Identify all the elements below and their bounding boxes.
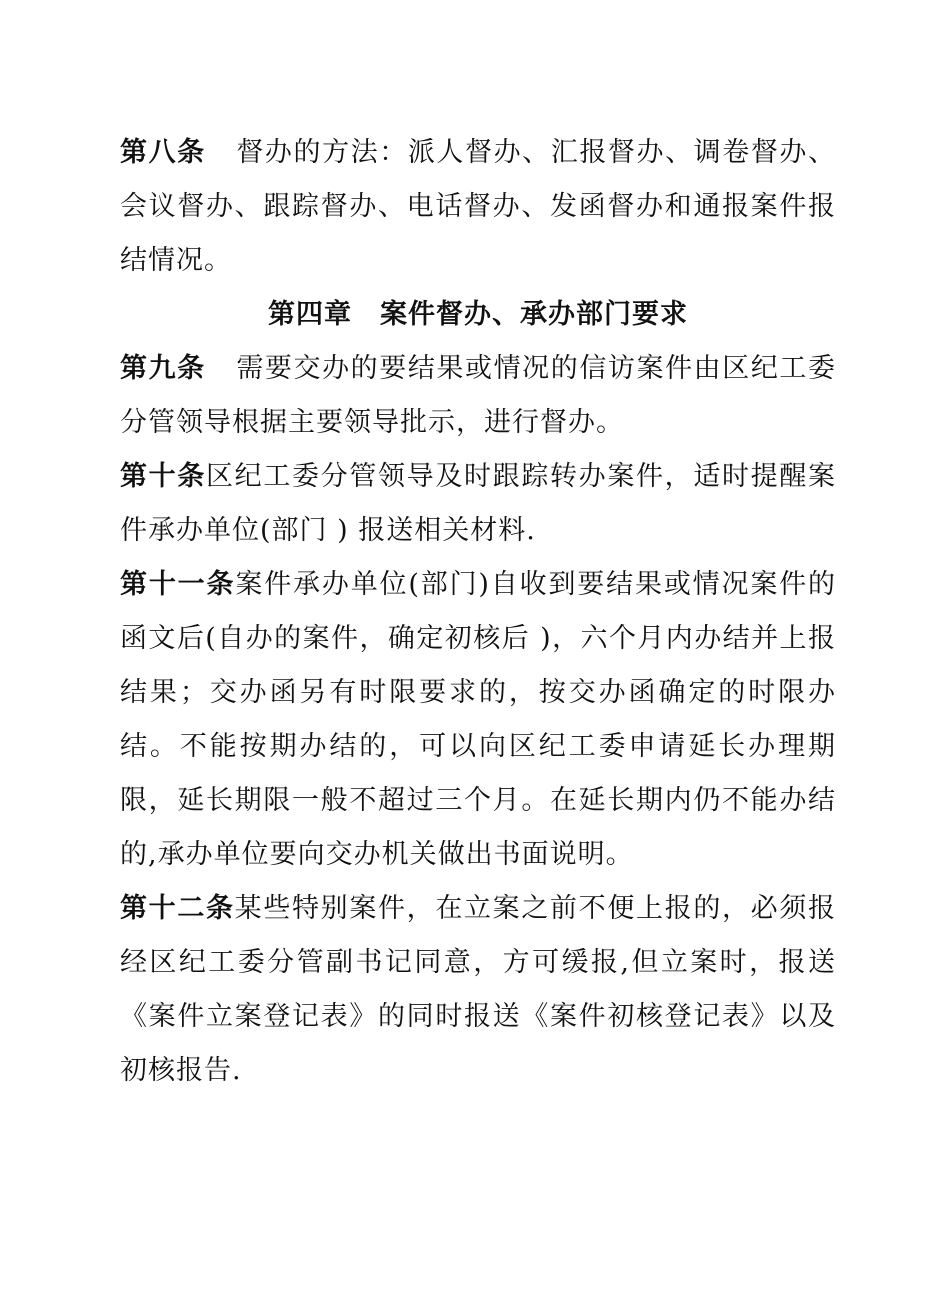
article-9-label: 第九条 [120, 353, 206, 384]
article-12-text: 某些特别案件，在立案之前不便上报的，必须报经区纪工委分管副书记同意，方可缓报,但立案时，报送《案件立案登记表》的同时报送《案件初核登记表》以及初核报告. [120, 893, 837, 1086]
chapter-heading: 第四章 案件督办、承办部门要求 [268, 299, 688, 330]
article-8-label: 第八条 [120, 137, 206, 168]
article-10 [120, 450, 836, 558]
article-10-text: 区纪工委分管领导及时跟踪转办案件，适时提醒案件承办单位(部门 ) 报送相关材料. [120, 461, 836, 546]
article-9 [120, 342, 836, 450]
article-11-text: 案件承办单位(部门)自收到要结果或情况案件的函文后(自办的案件，确定初核后 )，六个月内办结并上报结果；交办函另有时限要求的，按交办函确定的时限办结。不能按期办结的，可以向区纪工委申请延长办理期限，延长期限一般不超过三个月。在延长期内仍不能办结的,承办单位要向交办机关做出书面说明。 [120, 569, 837, 870]
article-12-label: 第十二条 [120, 893, 235, 924]
article-10-label: 第十条 [120, 461, 206, 492]
article-8-text: 督办的方法：派人督办、汇报督办、调卷督办、会议督办、跟踪督办、电话督办、发函督办和通报案件报结情况。 [120, 137, 836, 276]
article-11 [120, 558, 836, 882]
article-11-label: 第十一条 [120, 569, 236, 600]
article-9-text: 需要交办的要结果或情况的信访案件由区纪工委分管领导根据主要领导批示，进行督办。 [120, 353, 836, 438]
article-12 [120, 882, 836, 1098]
document-page [120, 126, 836, 1098]
article-8 [120, 126, 836, 288]
